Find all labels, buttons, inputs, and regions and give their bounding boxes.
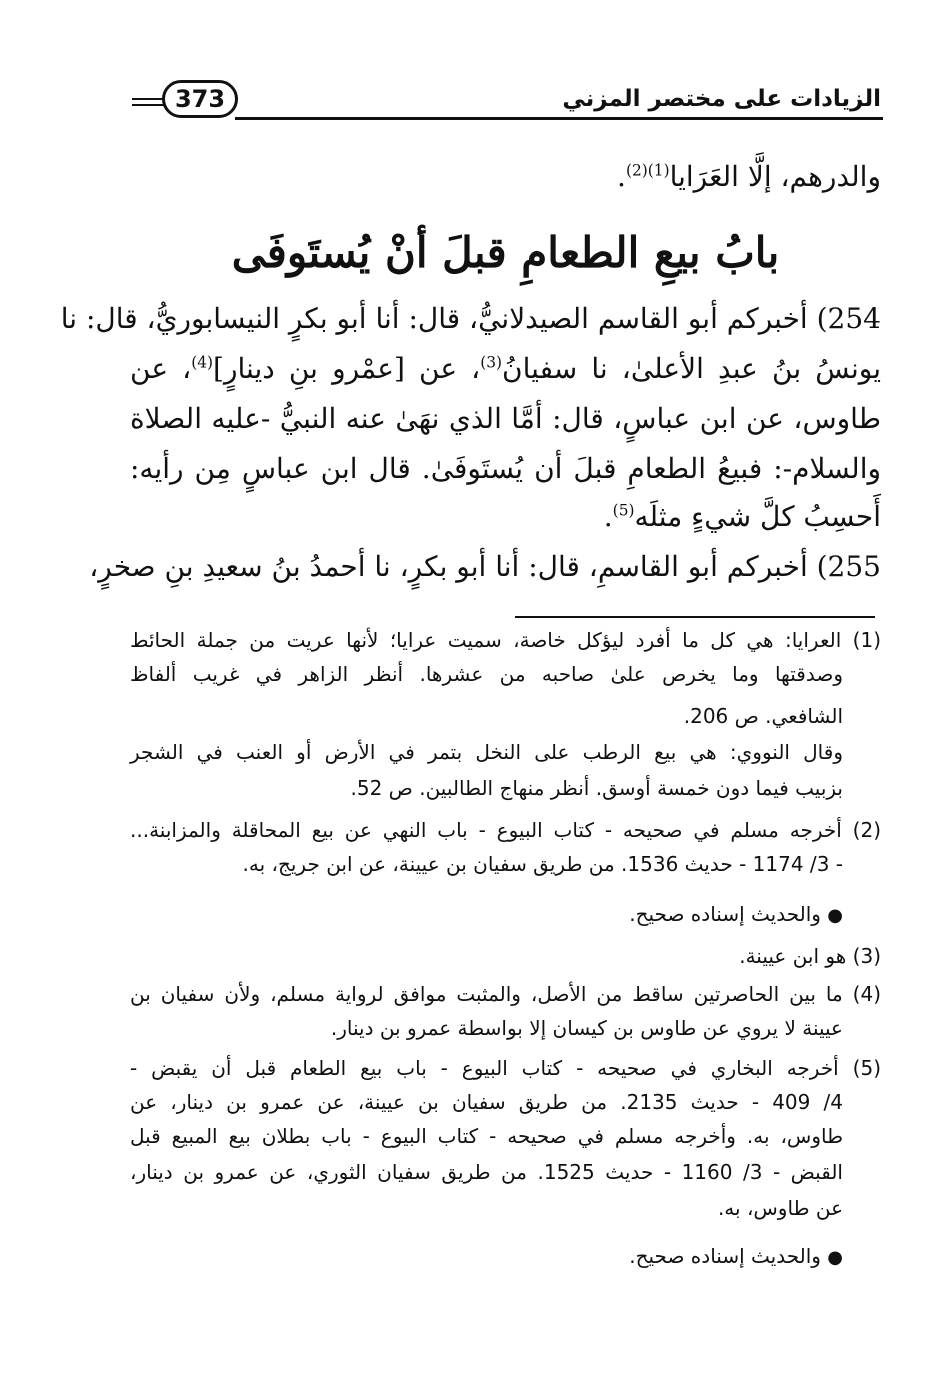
hadith-254-line: أَحسِبُ كلَّ شيءٍ مثلَه$^{(5)}$. [603,500,881,533]
footnote-5-grade: ● والحديث إسناده صحيح. [629,1244,843,1268]
header-rule [235,117,883,120]
footnote-5: 4/ 409 - حديث 2135. من طريق سفيان بن عيينة، عن عمرو بن دينار، عن [130,1090,844,1114]
running-title: الزيادات على مختصر المزني [562,86,881,112]
footnote-4: عيينة لا يروي عن طاوس بن كيسان إلا بواسطة عمرو بن دينار. [330,1016,843,1040]
hadith-254-line: يونسُ بنُ عبدِ الأعلىٰ، نا سفيانُ$^{(3)}$، عن [عمْرو بنِ دينارٍ]$^{(4)}$، عن [130,352,881,385]
page-header [0,0,951,130]
footnote-4: (4) ما بين الحاصرتين ساقط من الأصل، والمثبت موافق لرواية مسلم، ولأن سفيان بن [130,982,881,1006]
footnote-1: بزبيب فيما دون خمسة أوسق. أنظر منهاج الطالبين. ص 52. [350,776,843,800]
footnote-1: وصدقتها وما يخرص علىٰ صاحبه من عشرها. أنظر الزاهر في غريب ألفاظ [130,662,843,686]
footnote-1: وقال النووي: هي بيع الرطب على النخل بتمر في الأرض أو العنب في الشجر [130,740,843,764]
header-rule-ornament [132,98,166,100]
footnote-5: القبض - 3/ 1160 - حديث 1525. من طريق سفيان الثوري، عن عمرو بن دينار، [130,1160,843,1184]
hadith-254-line: والسلام-: فبيعُ الطعامِ قبلَ أن يُستَوفَىٰ. قال ابن عباسٍ مِن رأيه: [130,452,881,485]
footnote-5: (5) أخرجه البخاري في صحيحه - كتاب البيوع - باب بيع الطعام قبل أن يقبض - [130,1056,881,1080]
body-line: والدرهم، إلَّا العَرَايا$^{(1)(2)}$. [617,160,881,193]
footnote-ref: (4) [191,353,214,372]
footnote-5: عن طاوس، به. [717,1196,843,1220]
hadith-254-line: طاوس، عن ابن عباسٍ، قال: أمَّا الذي نهَىٰ عنه النبيُّ -عليه الصلاة [130,402,881,435]
footnote-ref: (5) [612,501,635,520]
footnote-1: (1) العرايا: هي كل ما أفرد ليؤكل خاصة، سميت عرايا؛ لأنها عريت من جملة الحائط [130,628,881,652]
page-number: 373 [162,80,238,118]
footnote-5: طاوس، به. وأخرجه مسلم في صحيحه - كتاب البيوع - باب بطلان بيع المبيع قبل [130,1124,843,1148]
hadith-254-line: 254) أخبركم أبو القاسم الصيدلانيُّ، قال: أنا أبو بكرٍ النيسابوريُّ، قال: نا [60,302,881,335]
header-rule-ornament [132,104,166,106]
chapter-title: بابُ بيعِ الطعامِ قبلَ أنْ يُستَوفَى [231,228,780,277]
footnote-2: (2) أخرجه مسلم في صحيحه - كتاب البيوع - باب النهي عن بيع المحاقلة والمزابنة... [130,818,881,842]
footnote-ref: (3) [480,353,503,372]
hadith-255-line: 255) أخبركم أبو القاسمِ، قال: أنا أبو بكرٍ، نا أحمدُ بنُ سعيدِ بنِ صخرٍ، [89,550,881,583]
bullet-icon: ● [827,905,843,926]
footnote-ref: (1)(2) [625,161,670,180]
footnote-1: الشافعي. ص 206. [683,704,843,728]
footnote-separator [515,616,875,618]
footnote-3: (3) هو ابن عيينة. [739,944,881,968]
footnote-2-grade: ● والحديث إسناده صحيح. [629,902,843,926]
footnote-2: - 3/ 1174 - حديث 1536. من طريق سفيان بن عيينة، عن ابن جريج، به. [242,852,843,876]
bullet-icon: ● [827,1247,843,1268]
